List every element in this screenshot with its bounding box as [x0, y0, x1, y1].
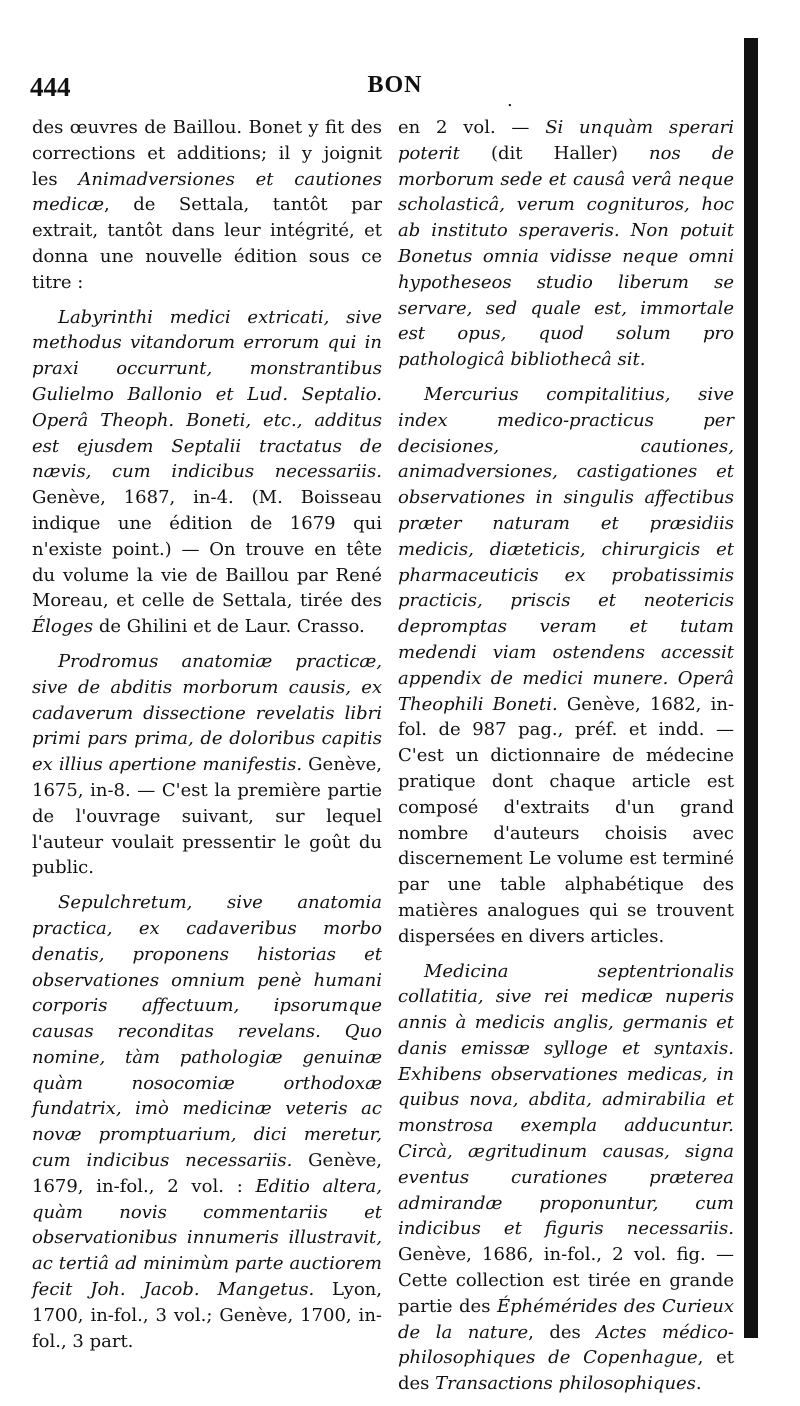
entry-title: Éphémérides des Curieux de la nature	[398, 1295, 734, 1343]
entry-sepulchretum	[32, 890, 382, 1354]
entry-title: Transactions philosophiques	[435, 1373, 696, 1395]
entry-quote: nos de morborum sede et causâ verâ neque scholasticâ, verum cognituros, hoc ab instituto speraveris. Non potuit Bonetus omnia vidisse neque omni hypotheseos studio liberum se servare, sed quale est, immortale est opus, quod solum pro pathologicâ bibliothecâ sit.	[398, 142, 734, 371]
entry-text: Lyon, 1700, in-fol., 3 vol.; Genève, 1700, in-fol., 3 part.	[32, 1279, 382, 1352]
right-column	[398, 115, 734, 1406]
entry-labyrinthi	[32, 305, 382, 640]
entry-text: Genève, 1682, in-fol. de 987 pag., préf. et indd. — C'est un dictionnaire de médecine pratique dont chaque article est composé d'extraits d'un grand nombre d'auteurs choisis avec discernement Le volume est terminé par une table alphabétique des matières analogues qui se trouvent dispersées en divers articles.	[398, 693, 735, 947]
header-dot: .	[507, 90, 513, 111]
entry-text: .	[695, 1373, 702, 1395]
entry-text: , et des	[398, 1347, 734, 1395]
entry-title: Prodromus anatomiæ practicæ, sive de abditis morborum causis, ex cadaverum dissectione revelatis libri primi pars prima, de doloribus capitis ex illius apertione manifestis.	[32, 650, 382, 776]
entry-baillou-continuation	[32, 115, 382, 296]
entry-text: de Ghilini et de Laur. Crasso.	[93, 616, 365, 638]
entry-title: Labyrinthi medici extricati, sive methodus vitandorum errorum qui in praxi occurrunt, monstrantibus Gulielmo Ballonio et Lud. Septalio. Operâ Theoph. Boneti, etc., additus est ejusdem Septalii tractatus de nævis, cum indicibus necessariis.	[32, 306, 382, 483]
page-number: 444	[30, 72, 71, 102]
entry-sepulchretum-continuation	[398, 115, 734, 373]
entry-title: Actes médico-philosophiques de Copenhague	[398, 1321, 734, 1369]
running-head: BON	[367, 72, 423, 98]
entry-text: Genève, 1686, in-fol., 2 vol. fig. — Cette collection est tirée en grande partie des	[398, 1244, 734, 1317]
entry-text: Genève, 1679, in-fol., 2 vol. :	[32, 1150, 382, 1197]
entry-title: Éloges	[32, 616, 94, 638]
entry-text: (dit Haller)	[459, 142, 650, 164]
entry-text: des œuvres de Baillou. Bonet y fit des corrections et additions; il y joignit les	[32, 117, 382, 190]
entry-title: Mercurius compitalitius, sive index medico-practicus per decisiones, cautiones, animadversiones, castigationes et observationes in singulis affectibus præter naturam et præsidiis medicis, diæteticis, chirurgicis et pharmaceuticis ex probatissimis practicis, priscis et neotericis depromptas veram et tutam medendi viam ostendens accessit appendix de medici munere. Operâ Theophili Boneti.	[398, 383, 734, 715]
entry-title: Sepulchretum, sive anatomia practica, ex cadaveribus morbo denatis, proponens historias et observationes omnium penè humani corporis affectuum, ipsorumque causas reconditas revelans. Quo nomine, tàm pathologiæ genuinæ quàm nosocomiæ orthodoxæ fundatrix, imò medicinæ veteris ac novæ promptuarium, dici meretur, cum indicibus necessariis.	[32, 892, 382, 1172]
entry-title: Animadversiones et cautiones medicæ	[32, 168, 382, 216]
left-column	[32, 115, 382, 1363]
page-edge-rule	[744, 38, 758, 1338]
entry-title: Editio altera, quàm novis commentariis et observationibus innumeris illustravit, ac tertiâ ad minimùm parte auctiorem fecit Joh. Jacob. Mangetus.	[32, 1175, 382, 1301]
entry-medicina-septentrionalis	[398, 959, 734, 1398]
entry-text: , de Settala, tantôt par extrait, tantôt dans leur intégrité, et donna une nouvelle édition sous ce titre :	[32, 194, 382, 293]
entry-prodromus	[32, 649, 382, 881]
entry-quote: Si unquàm sperari poterit	[398, 117, 734, 164]
entry-text: en 2 vol. —	[398, 117, 546, 138]
entry-text: , des	[528, 1321, 597, 1343]
entry-text: Genève, 1687, in-4. (M. Boisseau indique une édition de 1679 qui n'existe point.) — On trouve en tête du volume la vie de Baillou par René Moreau, et celle de Settala, tirée des	[32, 487, 382, 612]
entry-text: Genève, 1675, in-8. — C'est la première partie de l'ouvrage suivant, sur lequel l'auteur voulait pressentir le goût du public.	[32, 754, 382, 879]
entry-title: Medicina septentrionalis collatitia, sive rei medicæ nuperis annis à medicis anglis, germanis et danis emissæ sylloge et syntaxis. Exhibens observationes medicas, in quibus nova, abdita, admirabilia et monstrosa exempla adducuntur. Circà, ægritudinum causas, signa eventus curationes præterea admirandæ proponuntur, cum indicibus et figuris necessariis.	[398, 960, 734, 1240]
entry-mercurius	[398, 382, 734, 950]
